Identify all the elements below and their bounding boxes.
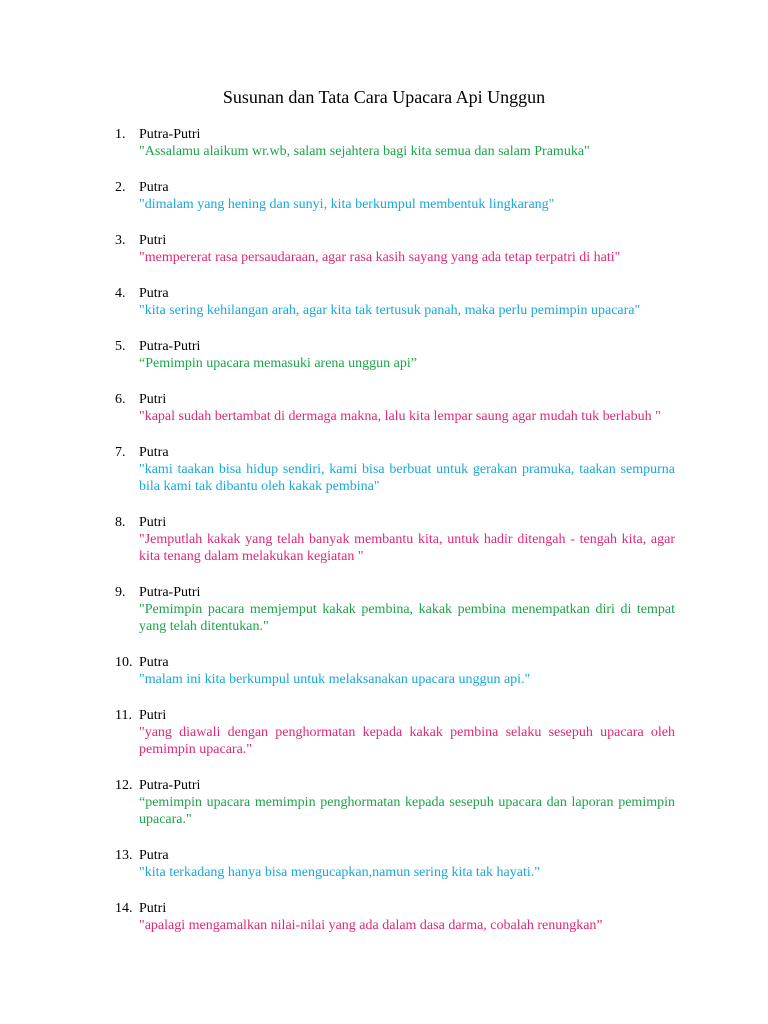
- item-number: 5.: [115, 339, 126, 354]
- item-number: 10.: [115, 655, 133, 670]
- list-item: [0, 338, 768, 372]
- item-line: "Assalamu alaikum wr.wb, salam sejahtera bagi kita semua dan salam Pramuka": [139, 144, 590, 159]
- item-number: 1.: [115, 127, 126, 142]
- item-number: 14.: [115, 901, 133, 916]
- item-number: 9.: [115, 585, 126, 600]
- item-speaker: Putri: [139, 515, 167, 530]
- item-number: 3.: [115, 233, 126, 248]
- item-speaker: Putri: [139, 392, 167, 407]
- item-line: "apalagi mengamalkan nilai-nilai yang ada dalam dasa darma, cobalah renungkan”: [139, 918, 603, 933]
- ceremony-steps-list: [0, 126, 768, 953]
- list-item: [0, 654, 768, 688]
- list-item: [0, 232, 768, 266]
- item-line: "yang diawali dengan penghormatan kepada kakak pembina selaku sesepuh upacara oleh pemimpin upacara.": [139, 725, 675, 757]
- item-line: “pemimpin upacara memimpin penghormatan kepada sesepuh upacara dan laporan pemimpin upacara.": [139, 795, 675, 827]
- item-number: 2.: [115, 180, 126, 195]
- item-speaker: Putra-Putri: [139, 778, 201, 793]
- item-number: 8.: [115, 515, 126, 530]
- item-line: "malam ini kita berkumpul untuk melaksanakan upacara unggun api.": [139, 672, 531, 687]
- item-number: 13.: [115, 848, 133, 863]
- list-item: [0, 126, 768, 160]
- list-item: [0, 514, 768, 565]
- list-item: [0, 900, 768, 934]
- item-line: "dimalam yang hening dan sunyi, kita berkumpul membentuk lingkarang": [139, 197, 555, 212]
- item-line: “Pemimpin upacara memasuki arena unggun api”: [139, 356, 417, 371]
- list-item: [0, 584, 768, 635]
- item-speaker: Putra-Putri: [139, 339, 201, 354]
- item-speaker: Putra: [139, 180, 169, 195]
- item-number: 7.: [115, 445, 126, 460]
- item-line: "mempererat rasa persaudaraan, agar rasa kasih sayang yang ada tetap terpatri di hati": [139, 250, 621, 265]
- item-speaker: Putri: [139, 233, 167, 248]
- list-item: [0, 179, 768, 213]
- item-number: 11.: [115, 708, 132, 723]
- list-item: [0, 847, 768, 881]
- item-speaker: Putra: [139, 286, 169, 301]
- item-speaker: Putri: [139, 901, 167, 916]
- item-number: 4.: [115, 286, 126, 301]
- item-number: 12.: [115, 778, 133, 793]
- item-line: "kita sering kehilangan arah, agar kita tak tertusuk panah, maka perlu pemimpin upacara": [139, 303, 641, 318]
- list-item: [0, 444, 768, 495]
- list-item: [0, 391, 768, 425]
- item-speaker: Putri: [139, 708, 167, 723]
- list-item: [0, 285, 768, 319]
- item-speaker: Putra-Putri: [139, 585, 201, 600]
- item-line: "Jemputlah kakak yang telah banyak membantu kita, untuk hadir ditengah - tengah kita, agar kita tenang dalam melakukan kegiatan ": [139, 532, 675, 564]
- item-line: "kapal sudah bertambat di dermaga makna, lalu kita lempar saung agar mudah tuk berlabuh ": [139, 409, 661, 424]
- item-number: 6.: [115, 392, 126, 407]
- item-speaker: Putra: [139, 848, 169, 863]
- item-speaker: Putra: [139, 655, 169, 670]
- item-line: "kita terkadang hanya bisa mengucapkan,namun sering kita tak hayati.": [139, 865, 540, 880]
- item-line: "kami taakan bisa hidup sendiri, kami bisa berbuat untuk gerakan pramuka, taakan sempurna bila kami tak dibantu oleh kakak pembina": [139, 462, 675, 494]
- item-speaker: Putra-Putri: [139, 127, 201, 142]
- item-line: "Pemimpin pacara memjemput kakak pembina, kakak pembina menempatkan diri di tempat yang telah ditentukan.": [139, 602, 675, 634]
- list-item: [0, 777, 768, 828]
- page-title: Susunan dan Tata Cara Upacara Api Unggun: [222, 87, 546, 107]
- list-item: [0, 707, 768, 758]
- item-speaker: Putra: [139, 445, 169, 460]
